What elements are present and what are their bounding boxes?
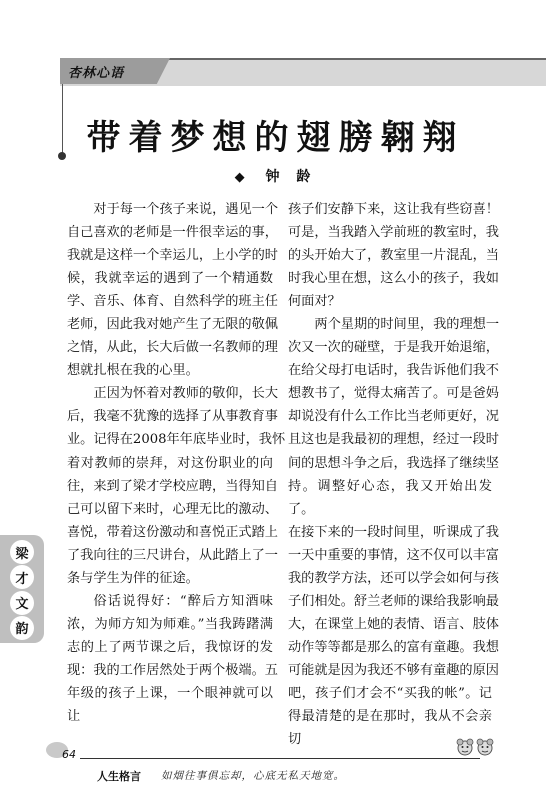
footer-label: 人生格言 xyxy=(97,770,141,783)
text-line: 在接下来的一段时间里，听课成了我 xyxy=(288,524,499,540)
cartoon-face-icon xyxy=(476,738,494,756)
text-line: 孩子们安静下来，这让我有些窃喜！ xyxy=(288,202,499,217)
text-line: 己可以留下来时，心理无比的激动、 xyxy=(67,501,278,517)
side-tab-char: 韵 xyxy=(10,616,34,640)
text-line: 着对教师的崇拜，对这份职业的向 xyxy=(67,455,273,471)
text-line: 浓，为师方知为师难。”当我踌躇满 xyxy=(67,616,273,632)
text-line: 对于每一个孩子来说，遇见一个 xyxy=(93,202,279,217)
text-line: 年级的孩子上课，一个眼神就可以让 xyxy=(67,685,273,725)
paragraph xyxy=(288,198,499,313)
footer-quote: 如烟往事俱忘却，心底无私天地宽。 xyxy=(161,770,345,782)
header-section-title: 杏林心语 xyxy=(68,66,125,81)
text-line: 间的思想斗争之后，我选择了继续坚 xyxy=(288,455,499,471)
text-line: 自己喜欢的老师是一件很幸运的事， xyxy=(67,225,278,241)
side-tab-char: 梁 xyxy=(10,540,34,564)
text-line: 我就是这样一个幸运儿，上小学的时 xyxy=(67,248,278,264)
article-author xyxy=(0,166,551,186)
text-line: 一天中重要的事情，这不仅可以丰富 xyxy=(288,547,499,563)
paragraph xyxy=(288,521,499,751)
text-line: 时我心里在想，这么小的孩子，我如 xyxy=(288,271,499,287)
text-line: 想就扎根在我的心里。 xyxy=(67,363,199,379)
text-line: 之情，从此，长大后做一名教师的理 xyxy=(67,340,278,356)
text-line: 可能就是因为我还不够有童趣的原因 xyxy=(288,662,499,678)
text-line: 条与学生为伴的征途。 xyxy=(67,570,199,586)
text-line: 候，我就幸运的遇到了一个精通数 xyxy=(67,271,273,287)
text-line: 学、音乐、体育、自然科学的班主任 xyxy=(67,294,278,310)
cartoon-face-icon xyxy=(456,738,474,756)
text-line: 后，我毫不犹豫的选择了从事教育事 xyxy=(67,409,278,425)
text-line: 在给父母打电话时，我告诉他们我不 xyxy=(288,363,499,379)
paragraph xyxy=(67,198,279,382)
text-line: 往，来到了梁才学校应聘，当得知自 xyxy=(67,478,278,494)
text-line: 持。调整好心态，我又开始出发了。 xyxy=(288,478,492,517)
text-line: 我的教学方法，还可以学会如何与孩 xyxy=(288,570,499,586)
text-line: 的头开始大了，教室里一片混乱，当 xyxy=(288,248,499,264)
diamond-icon: ◆ xyxy=(234,170,251,185)
side-tab-char: 文 xyxy=(10,591,34,615)
text-line: 且这也是我最初的理想，经过一段时 xyxy=(288,432,499,448)
text-line: 何面对？ xyxy=(288,294,341,310)
paragraph xyxy=(288,313,500,520)
text-line: 志的上了两节课之后，我惊讶的发 xyxy=(67,639,273,655)
text-line: 老师，因此我对她产生了无限的敬佩 xyxy=(67,317,278,333)
text-line: 次又一次的碰壁，于是我开始退缩， xyxy=(288,340,499,356)
article-title: 带着梦想的翅膀翱翔 xyxy=(86,118,465,158)
side-tab-text xyxy=(5,540,39,640)
text-line: 了我向往的三尺讲台，从此踏上了一 xyxy=(67,547,278,563)
text-line: 子们相处。舒兰老师的课给我影响最 xyxy=(288,593,499,609)
text-line: 喜悦，带着这份激动和喜悦正式踏上 xyxy=(67,524,278,540)
text-line: 可是，当我踏入学前班的教室时，我 xyxy=(288,225,499,241)
text-line: 现：我的工作居然处于两个极端。五 xyxy=(67,662,278,678)
text-line: 却说没有什么工作比当老师更好，况 xyxy=(288,409,499,425)
left-column xyxy=(67,198,286,728)
text-line: 业。记得在2008年年底毕业时，我怀 xyxy=(67,432,286,448)
text-line: 正因为怀着对教师的敬仰，长大 xyxy=(93,386,279,402)
paragraph xyxy=(67,590,278,728)
right-column xyxy=(288,198,500,751)
text-line: 俗话说得好：“醉后方知酒味 xyxy=(93,593,273,609)
page-number: 64 xyxy=(62,748,76,761)
paragraph xyxy=(67,382,286,589)
text-line: 动作等等都是那么的富有童趣。我想 xyxy=(288,639,499,655)
text-line: 两个星期的时间里，我的理想一 xyxy=(314,317,500,333)
text-line: 大，在课堂上她的表情、语言、肢体 xyxy=(288,616,499,632)
author-name: 钟 龄 xyxy=(265,169,317,185)
text-line: 想教书了，觉得太痛苦了。可是爸妈 xyxy=(288,386,499,402)
side-tab-char: 才 xyxy=(10,565,34,589)
text-line: 得最清楚的是在那时，我从不会亲切 xyxy=(288,709,492,748)
text-line: 吧，孩子们才会不“买我的帐”。记 xyxy=(288,685,492,701)
footer-rule xyxy=(80,758,480,759)
